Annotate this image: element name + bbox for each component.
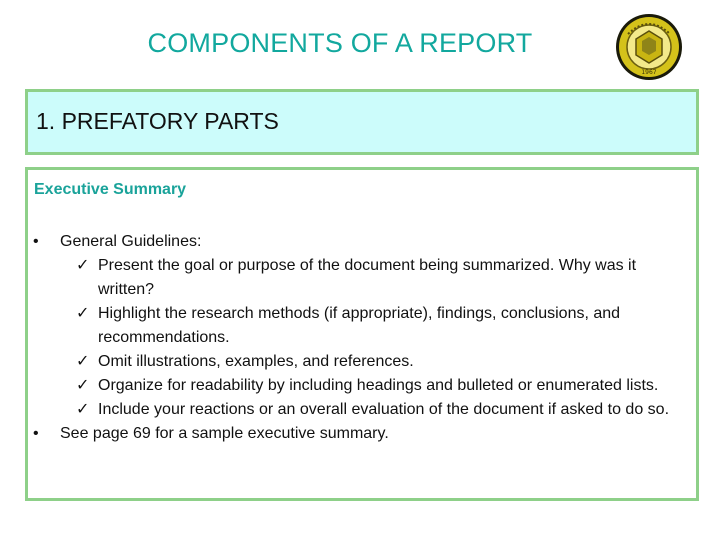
list-item (28, 302, 696, 350)
list-item-text: General Guidelines: (60, 233, 202, 250)
list-item (28, 374, 696, 398)
list-item (28, 398, 696, 422)
slide-title: COMPONENTS OF A REPORT (147, 28, 533, 58)
list-item (28, 422, 696, 446)
section-heading: 1. PREFATORY PARTS (36, 108, 279, 134)
check-icon: ✓ (76, 377, 90, 394)
list-item-text: See page 69 for a sample executive summary. (60, 425, 389, 442)
list-item-text: Organize for readability by including headings and bulleted or enumerated lists. (98, 377, 659, 394)
list-item (28, 350, 696, 374)
bullet-marker: • (33, 425, 39, 442)
check-icon: ✓ (76, 257, 90, 274)
check-icon: ✓ (76, 353, 90, 370)
list-item (28, 254, 696, 302)
bullet-list (28, 230, 696, 446)
list-item (28, 230, 696, 254)
list-item-text: Omit illustrations, examples, and references. (98, 353, 414, 370)
subheading: Executive Summary (34, 181, 187, 198)
section-header-box (25, 89, 699, 155)
content-box (25, 167, 699, 501)
university-seal-icon (614, 12, 684, 82)
bullet-marker: • (33, 233, 39, 250)
check-icon: ✓ (76, 401, 90, 418)
check-icon: ✓ (76, 305, 90, 322)
list-item-text: Present the goal or purpose of the document being summarized. Why was it written? (98, 257, 637, 298)
seal-year: 1967 (641, 69, 657, 76)
list-item-text: Highlight the research methods (if appropriate), findings, conclusions, and recommendations. (98, 305, 621, 346)
list-item-text: Include your reactions or an overall evaluation of the document if asked to do so. (98, 401, 670, 418)
